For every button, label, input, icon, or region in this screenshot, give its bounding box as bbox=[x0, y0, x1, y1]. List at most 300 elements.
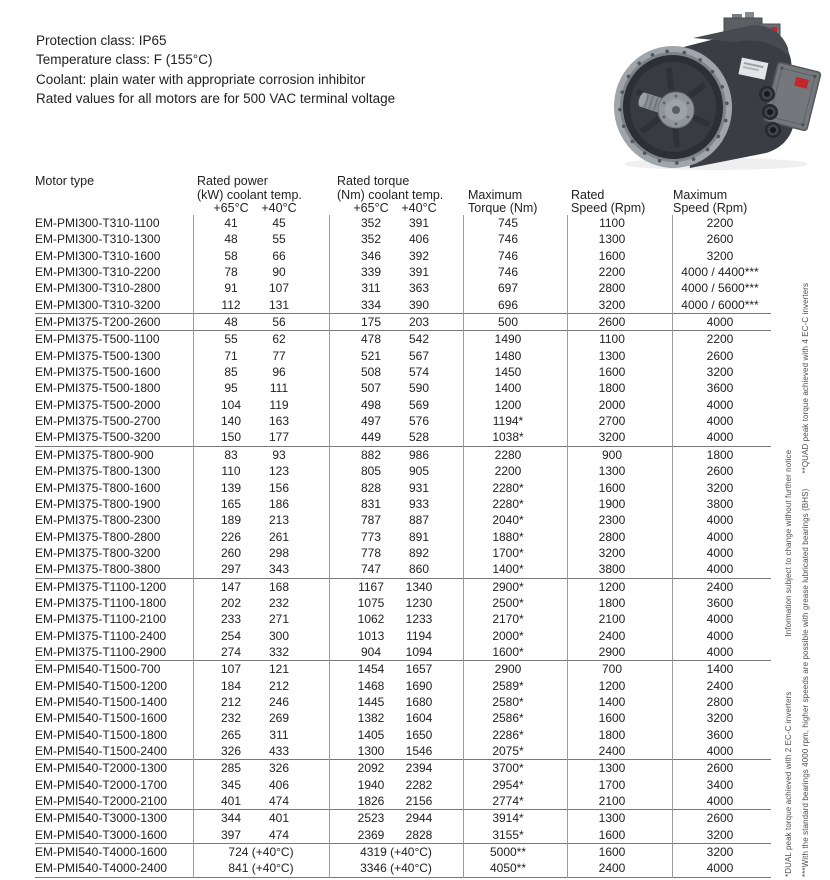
cell-max-speed: 4000 / 6000*** bbox=[681, 297, 759, 312]
cell-torque-65: 2523 bbox=[357, 811, 385, 826]
cell-max-speed: 2600 bbox=[706, 348, 734, 363]
cell-max-speed: 2400 bbox=[706, 678, 734, 693]
cell-max-speed: 3200 bbox=[706, 365, 734, 380]
cell-max-torque: 3155* bbox=[492, 827, 524, 842]
cell-max-speed: 3600 bbox=[706, 727, 734, 742]
cell-max-speed: 2600 bbox=[706, 232, 734, 247]
col-header-rated-torque: Rated torque bbox=[337, 174, 410, 188]
cell-rated-speed: 1400 bbox=[598, 694, 626, 709]
cell-torque-65: 497 bbox=[360, 414, 382, 429]
cell-torque-65: 805 bbox=[360, 464, 382, 479]
cell-torque-40: 1657 bbox=[405, 662, 433, 677]
cell-power-40: 332 bbox=[268, 644, 290, 659]
column-separator bbox=[672, 215, 673, 878]
cell-torque-65: 773 bbox=[360, 529, 382, 544]
cell-torque-65: 1382 bbox=[357, 711, 385, 726]
table-group bbox=[35, 446, 771, 578]
cell-max-torque: 2900 bbox=[494, 662, 522, 677]
footnote-bearings: ***With the standard bearings 4000 rpm, higher speeds are possible with grease lubricated bearings (BHS) bbox=[801, 488, 810, 877]
cell-rated-speed: 1600 bbox=[598, 248, 626, 263]
cell-torque-40: 2156 bbox=[405, 794, 433, 809]
col-header-max-torque-2: Torque (Nm) bbox=[468, 201, 538, 215]
table-group bbox=[35, 578, 771, 661]
cell-max-speed: 2600 bbox=[706, 761, 734, 776]
table-body bbox=[35, 215, 771, 878]
cell-power-65: 139 bbox=[220, 480, 242, 495]
col-header-max-torque-1: Maximum bbox=[468, 187, 523, 202]
cell-max-torque: 3914* bbox=[492, 811, 524, 826]
table-row bbox=[35, 860, 771, 876]
cell-power-40: 271 bbox=[268, 612, 290, 627]
spec-line-temperature-class: Temperature class: F (155°C) bbox=[36, 52, 213, 68]
cell-power-40: 66 bbox=[272, 248, 286, 263]
cell-torque-40: 2394 bbox=[405, 761, 433, 776]
cell-power-65: 112 bbox=[221, 297, 241, 312]
cell-torque-40: 986 bbox=[408, 447, 430, 462]
cell-torque-40: 392 bbox=[408, 248, 430, 263]
cell-rated-speed: 2700 bbox=[598, 414, 626, 429]
cell-torque-40: 860 bbox=[408, 562, 430, 577]
cell-max-speed: 4000 bbox=[706, 430, 734, 445]
cell-power-40: 107 bbox=[268, 281, 290, 296]
column-separator bbox=[463, 215, 464, 878]
cell-max-torque: 1880* bbox=[492, 529, 524, 544]
spec-line-coolant: Coolant: plain water with appropriate corrosion inhibitor bbox=[36, 71, 366, 87]
col-header-max-speed-1: Maximum bbox=[673, 187, 728, 202]
cell-rated-speed: 1600 bbox=[598, 365, 626, 380]
table-row bbox=[35, 561, 771, 577]
footnote-dual: *DUAL peak torque achieved with 2 EC-C inverters bbox=[784, 691, 793, 877]
cell-power-65: 140 bbox=[220, 414, 242, 429]
cell-torque-40: 933 bbox=[408, 496, 430, 511]
col-header-power-40: +40°C bbox=[261, 201, 297, 215]
cell-torque-65: 507 bbox=[360, 381, 382, 396]
cell-torque-40: 1650 bbox=[405, 727, 433, 742]
cell-power-40: 401 bbox=[268, 811, 290, 826]
cell-power-40: 90 bbox=[272, 265, 286, 280]
cell-torque-65: 1062 bbox=[357, 612, 385, 627]
table-row bbox=[35, 429, 771, 445]
cell-power-65: 254 bbox=[220, 628, 242, 643]
cell-power-65: 345 bbox=[220, 777, 242, 792]
cell-power-65: 285 bbox=[220, 761, 242, 776]
table-row bbox=[35, 529, 771, 545]
col-header-max-speed-2: Speed (Rpm) bbox=[673, 201, 748, 215]
cell-max-torque: 1600* bbox=[492, 644, 524, 659]
cell-torque-40: 892 bbox=[408, 545, 430, 560]
cell-max-speed: 4000 bbox=[706, 744, 734, 758]
cell-rated-speed: 1900 bbox=[598, 496, 626, 511]
table-row bbox=[35, 248, 771, 264]
cell-motor-type: EM-PMI375-T800-1900 bbox=[35, 496, 161, 511]
cell-rated-speed: 2800 bbox=[598, 529, 626, 544]
cell-motor-type: EM-PMI540-T1500-1600 bbox=[35, 711, 168, 726]
cell-power-65: 104 bbox=[220, 397, 242, 412]
cell-rated-speed: 1300 bbox=[598, 348, 626, 363]
cell-max-speed: 4000 bbox=[706, 397, 734, 412]
cell-motor-type: EM-PMI540-T1500-700 bbox=[35, 662, 161, 677]
cell-power-40: 269 bbox=[268, 711, 290, 726]
cell-motor-type: EM-PMI375-T500-1600 bbox=[35, 365, 161, 380]
cell-max-speed: 2200 bbox=[706, 332, 734, 347]
cell-power-40: 123 bbox=[268, 464, 290, 479]
cell-power-40: 300 bbox=[268, 628, 290, 643]
cell-max-torque: 745 bbox=[497, 216, 519, 230]
cell-torque-40: 590 bbox=[408, 381, 430, 396]
cell-torque-65: 1940 bbox=[357, 777, 385, 792]
cell-max-torque: 2586* bbox=[492, 711, 524, 726]
cell-max-speed: 3600 bbox=[706, 381, 734, 396]
table-row bbox=[35, 314, 771, 330]
cell-torque-40: 1546 bbox=[405, 744, 433, 758]
cell-power-40: 298 bbox=[268, 545, 290, 560]
table-row bbox=[35, 743, 771, 759]
footnote-column-outer bbox=[801, 283, 810, 877]
motor-hub bbox=[658, 92, 694, 128]
cell-power-merged: 724 (+40°C) bbox=[228, 845, 294, 860]
cell-max-torque: 746 bbox=[497, 232, 519, 247]
cell-motor-type: EM-PMI375-T500-3200 bbox=[35, 430, 161, 445]
cell-power-40: 77 bbox=[272, 348, 286, 363]
cell-torque-65: 175 bbox=[360, 315, 382, 330]
cell-power-40: 474 bbox=[268, 827, 290, 842]
cell-max-torque: 2000* bbox=[492, 628, 524, 643]
cell-motor-type: EM-PMI540-T2000-1300 bbox=[35, 761, 168, 776]
cell-motor-type: EM-PMI375-T500-2700 bbox=[35, 414, 161, 429]
cell-power-65: 147 bbox=[220, 579, 242, 594]
cell-max-torque: 1200 bbox=[494, 397, 522, 412]
cell-power-40: 156 bbox=[268, 480, 290, 495]
cell-max-torque: 2580* bbox=[492, 694, 524, 709]
cell-rated-speed: 2800 bbox=[598, 281, 626, 296]
cell-rated-speed: 2000 bbox=[598, 397, 626, 412]
footnote-info-subject: Information subject to change without further notice bbox=[784, 449, 793, 637]
cell-max-speed: 2200 bbox=[706, 216, 734, 230]
table-row bbox=[35, 710, 771, 726]
table-row bbox=[35, 480, 771, 496]
cell-torque-40: 567 bbox=[408, 348, 430, 363]
cell-torque-65: 1826 bbox=[357, 794, 385, 809]
table-row bbox=[35, 844, 771, 860]
cell-torque-40: 391 bbox=[408, 216, 430, 230]
cell-rated-speed: 2900 bbox=[598, 644, 626, 659]
cell-rated-speed: 3200 bbox=[598, 430, 626, 445]
cell-max-torque: 2500* bbox=[492, 595, 524, 610]
col-header-rated-speed-1: Rated bbox=[571, 187, 605, 202]
cell-max-torque: 4050** bbox=[489, 861, 527, 876]
cell-torque-40: 1194 bbox=[406, 628, 432, 643]
cell-power-40: 433 bbox=[268, 744, 290, 758]
cell-motor-type: EM-PMI300-T310-1100 bbox=[35, 216, 160, 230]
cell-max-torque: 2170* bbox=[492, 612, 524, 627]
cell-max-torque: 696 bbox=[497, 297, 519, 312]
cell-torque-65: 747 bbox=[360, 562, 382, 577]
cell-torque-40: 1690 bbox=[405, 678, 433, 693]
cell-torque-65: 311 bbox=[361, 281, 381, 296]
cell-max-speed: 1800 bbox=[706, 447, 734, 462]
cell-power-65: 265 bbox=[220, 727, 242, 742]
cell-rated-speed: 2300 bbox=[598, 513, 626, 528]
table-group bbox=[35, 330, 771, 445]
cell-power-40: 168 bbox=[268, 579, 290, 594]
cell-torque-65: 778 bbox=[360, 545, 382, 560]
cell-max-speed: 1400 bbox=[706, 662, 734, 677]
cell-rated-speed: 1300 bbox=[598, 761, 626, 776]
col-header-torque-40: +40°C bbox=[401, 201, 437, 215]
cell-power-40: 45 bbox=[272, 216, 286, 230]
cell-power-65: 326 bbox=[220, 744, 242, 758]
cell-max-speed: 4000 bbox=[706, 644, 734, 659]
table-row bbox=[35, 579, 771, 595]
table-row bbox=[35, 644, 771, 660]
cell-torque-40: 391 bbox=[408, 265, 430, 280]
cell-max-speed: 2800 bbox=[706, 694, 734, 709]
cell-rated-speed: 900 bbox=[601, 447, 623, 462]
table-group bbox=[35, 215, 771, 313]
cell-motor-type: EM-PMI375-T500-1100 bbox=[35, 332, 160, 347]
cell-power-65: 397 bbox=[220, 827, 242, 842]
table-row bbox=[35, 727, 771, 743]
cell-power-65: 212 bbox=[220, 694, 242, 709]
table-group bbox=[35, 843, 771, 877]
cell-max-torque: 1490 bbox=[494, 332, 522, 347]
table-row bbox=[35, 793, 771, 809]
col-header-motor-type: Motor type bbox=[35, 174, 95, 188]
cell-power-40: 406 bbox=[268, 777, 290, 792]
cell-motor-type: EM-PMI300-T310-1300 bbox=[35, 232, 161, 247]
cell-max-speed: 3200 bbox=[706, 827, 734, 842]
cell-rated-speed: 1600 bbox=[598, 711, 626, 726]
cell-max-torque: 2200 bbox=[494, 464, 522, 479]
cell-motor-type: EM-PMI375-T800-3800 bbox=[35, 562, 161, 577]
cell-torque-65: 1300 bbox=[357, 744, 385, 758]
table-group bbox=[35, 313, 771, 330]
cell-max-speed: 2400 bbox=[706, 579, 734, 594]
cell-max-speed: 3400 bbox=[706, 777, 734, 792]
cell-motor-type: EM-PMI540-T1500-1200 bbox=[35, 678, 168, 693]
col-header-power-unit: (kW) coolant temp. bbox=[197, 187, 302, 202]
cell-motor-type: EM-PMI375-T500-1800 bbox=[35, 381, 161, 396]
col-header-torque-unit: (Nm) coolant temp. bbox=[337, 187, 444, 202]
spec-line-protection-class: Protection class: IP65 bbox=[36, 33, 167, 48]
cell-motor-type: EM-PMI300-T310-3200 bbox=[35, 297, 161, 312]
cell-rated-speed: 2200 bbox=[598, 265, 626, 280]
table-group bbox=[35, 660, 771, 759]
cell-power-40: 246 bbox=[268, 694, 290, 709]
cell-torque-40: 406 bbox=[408, 232, 430, 247]
cell-power-40: 212 bbox=[268, 678, 290, 693]
cell-torque-40: 1233 bbox=[405, 612, 433, 627]
cell-power-65: 274 bbox=[220, 644, 242, 659]
cell-power-65: 150 bbox=[220, 430, 242, 445]
cell-rated-speed: 1600 bbox=[598, 845, 626, 860]
cell-power-40: 119 bbox=[269, 397, 289, 412]
cell-max-torque: 746 bbox=[497, 265, 519, 280]
cell-motor-type: EM-PMI540-T3000-1300 bbox=[35, 811, 168, 826]
cell-max-torque: 2900* bbox=[492, 579, 524, 594]
cell-power-65: 401 bbox=[220, 794, 242, 809]
cell-power-40: 96 bbox=[272, 365, 286, 380]
cell-torque-40: 569 bbox=[408, 397, 430, 412]
cell-power-65: 48 bbox=[224, 315, 238, 330]
col-header-rated-power: Rated power bbox=[197, 174, 268, 188]
cell-rated-speed: 3800 bbox=[598, 562, 626, 577]
cell-max-torque: 2280* bbox=[492, 480, 524, 495]
cell-power-40: 111 bbox=[269, 381, 289, 396]
cell-max-speed: 4000 bbox=[706, 861, 734, 876]
cell-rated-speed: 1300 bbox=[598, 811, 626, 826]
cell-torque-40: 1680 bbox=[405, 694, 433, 709]
cell-rated-speed: 1300 bbox=[598, 232, 626, 247]
cell-max-speed: 2600 bbox=[706, 811, 734, 826]
table-row bbox=[35, 297, 771, 313]
cell-torque-40: 1340 bbox=[405, 579, 433, 594]
table-row bbox=[35, 280, 771, 296]
cell-torque-65: 2092 bbox=[357, 761, 385, 776]
cell-max-speed: 4000 bbox=[706, 513, 734, 528]
cell-motor-type: EM-PMI375-T500-1300 bbox=[35, 348, 161, 363]
cell-torque-65: 1468 bbox=[357, 678, 385, 693]
table-row bbox=[35, 331, 771, 347]
cell-motor-type: EM-PMI540-T1500-2400 bbox=[35, 744, 168, 758]
cell-max-torque: 1700* bbox=[492, 545, 524, 560]
cell-rated-speed: 1800 bbox=[598, 727, 626, 742]
cell-motor-type: EM-PMI540-T4000-2400 bbox=[35, 861, 168, 876]
cell-rated-speed: 1800 bbox=[598, 381, 626, 396]
cell-torque-40: 2828 bbox=[405, 827, 433, 842]
cell-rated-speed: 1300 bbox=[598, 464, 626, 479]
cell-rated-speed: 700 bbox=[601, 662, 623, 677]
cell-power-40: 56 bbox=[272, 315, 286, 330]
cell-rated-speed: 2100 bbox=[598, 612, 626, 627]
cell-torque-65: 2369 bbox=[357, 827, 385, 842]
table-row bbox=[35, 777, 771, 793]
cell-motor-type: EM-PMI540-T4000-1600 bbox=[35, 845, 168, 860]
cell-max-torque: 2280 bbox=[494, 447, 522, 462]
cell-torque-40: 576 bbox=[408, 414, 430, 429]
cell-motor-type: EM-PMI375-T1100-1200 bbox=[35, 579, 167, 594]
cell-max-speed: 4000 bbox=[706, 414, 734, 429]
cell-torque-40: 390 bbox=[408, 297, 430, 312]
cell-max-torque: 2280* bbox=[492, 496, 524, 511]
cell-motor-type: EM-PMI300-T310-2200 bbox=[35, 265, 161, 280]
cell-torque-40: 574 bbox=[408, 365, 430, 380]
cell-power-65: 233 bbox=[220, 612, 242, 627]
cell-rated-speed: 1700 bbox=[598, 777, 626, 792]
cell-power-65: 344 bbox=[220, 811, 242, 826]
cell-rated-speed: 1100 bbox=[599, 332, 625, 347]
cell-torque-65: 521 bbox=[360, 348, 382, 363]
table-row bbox=[35, 380, 771, 396]
cell-torque-40: 2944 bbox=[405, 811, 433, 826]
cell-motor-type: EM-PMI375-T200-2600 bbox=[35, 315, 161, 330]
cell-motor-type: EM-PMI300-T310-1600 bbox=[35, 248, 161, 263]
cell-power-40: 131 bbox=[268, 297, 290, 312]
cell-torque-40: 528 bbox=[408, 430, 430, 445]
cell-max-speed: 3800 bbox=[706, 496, 734, 511]
cell-power-40: 232 bbox=[268, 595, 290, 610]
table-row bbox=[35, 827, 771, 843]
table-row bbox=[35, 364, 771, 380]
cell-power-40: 343 bbox=[268, 562, 290, 577]
table-row bbox=[35, 447, 771, 463]
cell-power-65: 78 bbox=[224, 265, 238, 280]
column-separator bbox=[567, 215, 568, 878]
cell-power-merged: 841 (+40°C) bbox=[228, 861, 294, 876]
table-row bbox=[35, 760, 771, 776]
col-header-power-65: +65°C bbox=[213, 201, 249, 215]
cell-max-speed: 4000 bbox=[706, 529, 734, 544]
cell-power-65: 232 bbox=[220, 711, 242, 726]
spec-line-rated-values: Rated values for all motors are for 500 VAC terminal voltage bbox=[36, 90, 396, 106]
cell-power-40: 177 bbox=[268, 430, 290, 445]
table-header bbox=[35, 175, 771, 215]
cell-power-65: 48 bbox=[224, 232, 238, 247]
cell-rated-speed: 3200 bbox=[598, 297, 626, 312]
cell-power-65: 71 bbox=[224, 348, 238, 363]
cell-max-speed: 4000 bbox=[706, 562, 734, 577]
cell-motor-type: EM-PMI375-T800-1600 bbox=[35, 480, 161, 495]
cell-power-65: 189 bbox=[220, 513, 242, 528]
cell-power-65: 41 bbox=[224, 216, 238, 230]
cell-power-65: 110 bbox=[221, 464, 241, 479]
cell-motor-type: EM-PMI375-T1100-2400 bbox=[35, 628, 167, 643]
table-row bbox=[35, 810, 771, 826]
table-row bbox=[35, 678, 771, 694]
cell-max-torque: 2954* bbox=[492, 777, 524, 792]
cell-motor-type: EM-PMI375-T800-1300 bbox=[35, 464, 161, 479]
col-header-torque-65: +65°C bbox=[353, 201, 389, 215]
cell-max-speed: 4000 bbox=[706, 612, 734, 627]
cell-rated-speed: 2400 bbox=[598, 744, 626, 758]
cell-max-speed: 3200 bbox=[706, 480, 734, 495]
cell-torque-40: 2282 bbox=[405, 777, 433, 792]
column-separator bbox=[193, 215, 194, 878]
cell-power-40: 93 bbox=[272, 447, 286, 462]
cell-motor-type: EM-PMI375-T500-2000 bbox=[35, 397, 161, 412]
cell-max-torque: 1400 bbox=[494, 381, 522, 396]
cell-max-speed: 4000 bbox=[706, 794, 734, 809]
table-row bbox=[35, 413, 771, 429]
cell-max-speed: 3200 bbox=[706, 845, 734, 860]
cell-power-65: 95 bbox=[224, 381, 238, 396]
cell-max-torque: 1194* bbox=[492, 414, 524, 429]
cell-torque-merged: 3346 (+40°C) bbox=[360, 861, 432, 876]
cell-power-65: 58 bbox=[224, 248, 238, 263]
table-row bbox=[35, 694, 771, 710]
table-row bbox=[35, 264, 771, 280]
cell-rated-speed: 1200 bbox=[598, 579, 626, 594]
cell-max-speed: 4000 / 4400*** bbox=[681, 265, 759, 280]
cell-power-40: 55 bbox=[272, 232, 286, 247]
cell-torque-65: 339 bbox=[360, 265, 382, 280]
cell-torque-40: 203 bbox=[408, 315, 430, 330]
cell-torque-65: 478 bbox=[360, 332, 382, 347]
cell-power-40: 62 bbox=[272, 332, 286, 347]
cell-rated-speed: 2400 bbox=[598, 628, 626, 643]
cell-torque-65: 346 bbox=[360, 248, 382, 263]
cell-max-speed: 4000 bbox=[706, 545, 734, 560]
cell-torque-65: 828 bbox=[360, 480, 382, 495]
cell-rated-speed: 1200 bbox=[598, 678, 626, 693]
cell-motor-type: EM-PMI375-T800-3200 bbox=[35, 545, 161, 560]
cell-rated-speed: 1600 bbox=[598, 480, 626, 495]
cell-max-torque: 1450 bbox=[494, 365, 522, 380]
motor-spec-table bbox=[35, 175, 771, 878]
cell-max-torque: 2040* bbox=[492, 513, 524, 528]
table-row bbox=[35, 231, 771, 247]
spec-info-block bbox=[36, 31, 395, 108]
